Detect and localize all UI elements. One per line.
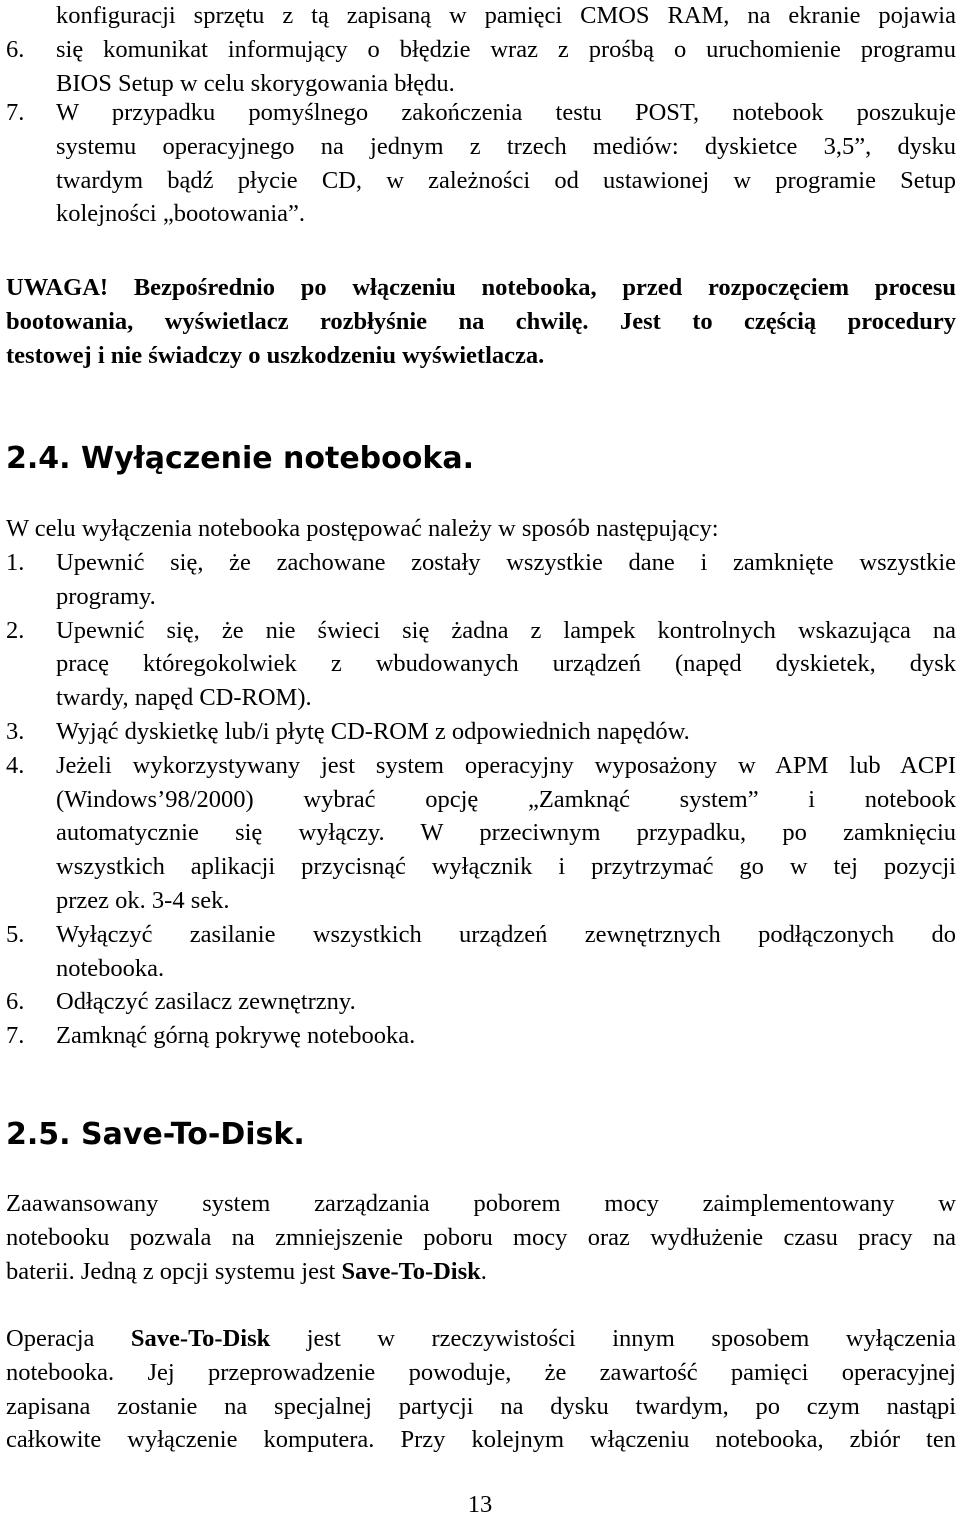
step-number: 5.	[6, 920, 25, 948]
list-item-7-line-1: W przypadku pomyślnego zakończenia testu POST, notebook poszukuje	[56, 99, 956, 126]
list-item-6-number: 6.	[6, 35, 25, 63]
warning-line-2: bootowania, wyświetlacz rozbłyśnie na chwilę. Jest to częścią procedury	[6, 307, 956, 335]
step-7	[6, 1019, 956, 1053]
save-to-disk-term: Save-To-Disk	[341, 1257, 481, 1285]
list-item-7-line-4: kolejności „bootowania”.	[56, 200, 306, 228]
step-1	[6, 546, 956, 614]
paragraph-line: zapisana zostanie na specjalnej partycji na dysku twardym, po czym nastąpi	[6, 1392, 956, 1420]
step-line: Wyłączyć zasilanie wszystkich urządzeń zewnętrznych podłączonych do	[56, 920, 956, 948]
paragraph-text: .	[480, 1257, 487, 1285]
step-number: 3.	[6, 717, 25, 745]
paragraph-line: całkowite wyłączenie komputera. Przy kolejnym włączeniu notebooka, zbiór ten	[6, 1426, 956, 1454]
list-item-6-line-1: konfiguracji sprzętu z tą zapisaną w pamięci CMOS RAM, na ekranie pojawia	[56, 2, 956, 29]
paragraph-line: Zaawansowany system zarządzania poborem mocy zaimplementowany w	[6, 1190, 956, 1217]
step-line: Zamknąć górną pokrywę notebooka.	[56, 1022, 416, 1050]
section-heading-2-5: 2.5. Save-To-Disk.	[6, 1117, 305, 1152]
paragraph-text: baterii. Jedną z opcji systemu jest	[6, 1257, 342, 1285]
step-number: 2.	[6, 616, 25, 644]
warning-line-3: testowej i nie świadczy o uszkodzeniu wyświetlacza.	[6, 341, 545, 369]
paragraph-text: jest w rzeczywistości innym sposobem wyłączenia	[270, 1325, 956, 1352]
step-line: (Windows’98/2000) wybrać opcję „Zamknąć system” i notebook	[56, 785, 956, 813]
step-number: 7.	[6, 1022, 25, 1050]
list-item-7-line-3: twardym bądź płycie CD, w zależności od ustawionej w programie Setup	[56, 166, 956, 194]
step-2	[6, 614, 956, 715]
paragraph-line: notebooka. Jej przeprowadzenie powoduje, że zawartość pamięci operacyjnej	[6, 1358, 956, 1386]
list-item-6-line-3: BIOS Setup w celu skorygowania błędu.	[56, 69, 455, 97]
step-line: programy.	[56, 582, 156, 610]
paragraph-text: Operacja	[6, 1325, 131, 1352]
section-2-4-intro	[6, 512, 956, 546]
section-heading-2-4: 2.4. Wyłączenie notebooka.	[6, 441, 474, 476]
list-item-6-line-2: się komunikat informujący o błędzie wraz z prośbą o uruchomienie programu	[56, 35, 956, 63]
step-line: Upewnić się, że nie świeci się żadna z lampek kontrolnych wskazująca na	[56, 616, 956, 644]
step-line: Wyjąć dyskietkę lub/i płytę CD-ROM z odpowiednich napędów.	[56, 717, 690, 745]
step-line: automatycznie się wyłączy. W przeciwnym przypadku, po zamknięciu	[56, 819, 956, 847]
paragraph-line: notebooku pozwala na zmniejszenie poboru mocy oraz wydłużenie czasu pracy na	[6, 1223, 956, 1251]
warning-line-1: UWAGA! Bezpośrednio po włączeniu notebooka, przed rozpoczęciem procesu	[6, 274, 956, 301]
step-line: Jeżeli wykorzystywany jest system operacyjny wyposażony w APM lub ACPI	[56, 751, 956, 779]
step-3	[6, 715, 956, 749]
save-to-disk-paragraph-1	[6, 1187, 956, 1288]
list-item-7-line-2: systemu operacyjnego na jednym z trzech mediów: dyskietce 3,5”, dysku	[56, 132, 956, 160]
step-line: przez ok. 3-4 sek.	[56, 886, 230, 914]
page-number: 13	[467, 1491, 493, 1518]
save-to-disk-term: Save-To-Disk	[130, 1325, 271, 1352]
list-item-6	[6, 0, 956, 100]
step-line: notebooka.	[56, 954, 165, 982]
intro-line: W celu wyłączenia notebooka postępować należy w sposób następujący:	[6, 515, 719, 542]
step-number: 4.	[6, 751, 25, 779]
step-number: 1.	[6, 549, 25, 576]
step-4	[6, 749, 956, 918]
shutdown-steps-list	[6, 546, 956, 1053]
step-line: wszystkich aplikacji przycisnąć wyłącznik i przytrzymać go w tej pozycji	[56, 853, 956, 881]
paragraph-line	[6, 1255, 956, 1289]
step-line: pracę któregokolwiek z wbudowanych urządzeń (napęd dyskietek, dysk	[56, 650, 956, 678]
paragraph-line	[6, 1322, 956, 1356]
save-to-disk-paragraph-2	[6, 1322, 956, 1457]
step-line: Upewnić się, że zachowane zostały wszystkie dane i zamknięte wszystkie	[56, 549, 956, 576]
step-6	[6, 985, 956, 1019]
step-number: 6.	[6, 988, 25, 1016]
step-line: twardy, napęd CD-ROM).	[56, 684, 312, 712]
warning-paragraph	[6, 271, 956, 372]
list-item-7	[6, 96, 956, 231]
list-item-7-number: 7.	[6, 99, 25, 126]
step-line: Odłączyć zasilacz zewnętrzny.	[56, 988, 356, 1016]
step-5	[6, 918, 956, 986]
